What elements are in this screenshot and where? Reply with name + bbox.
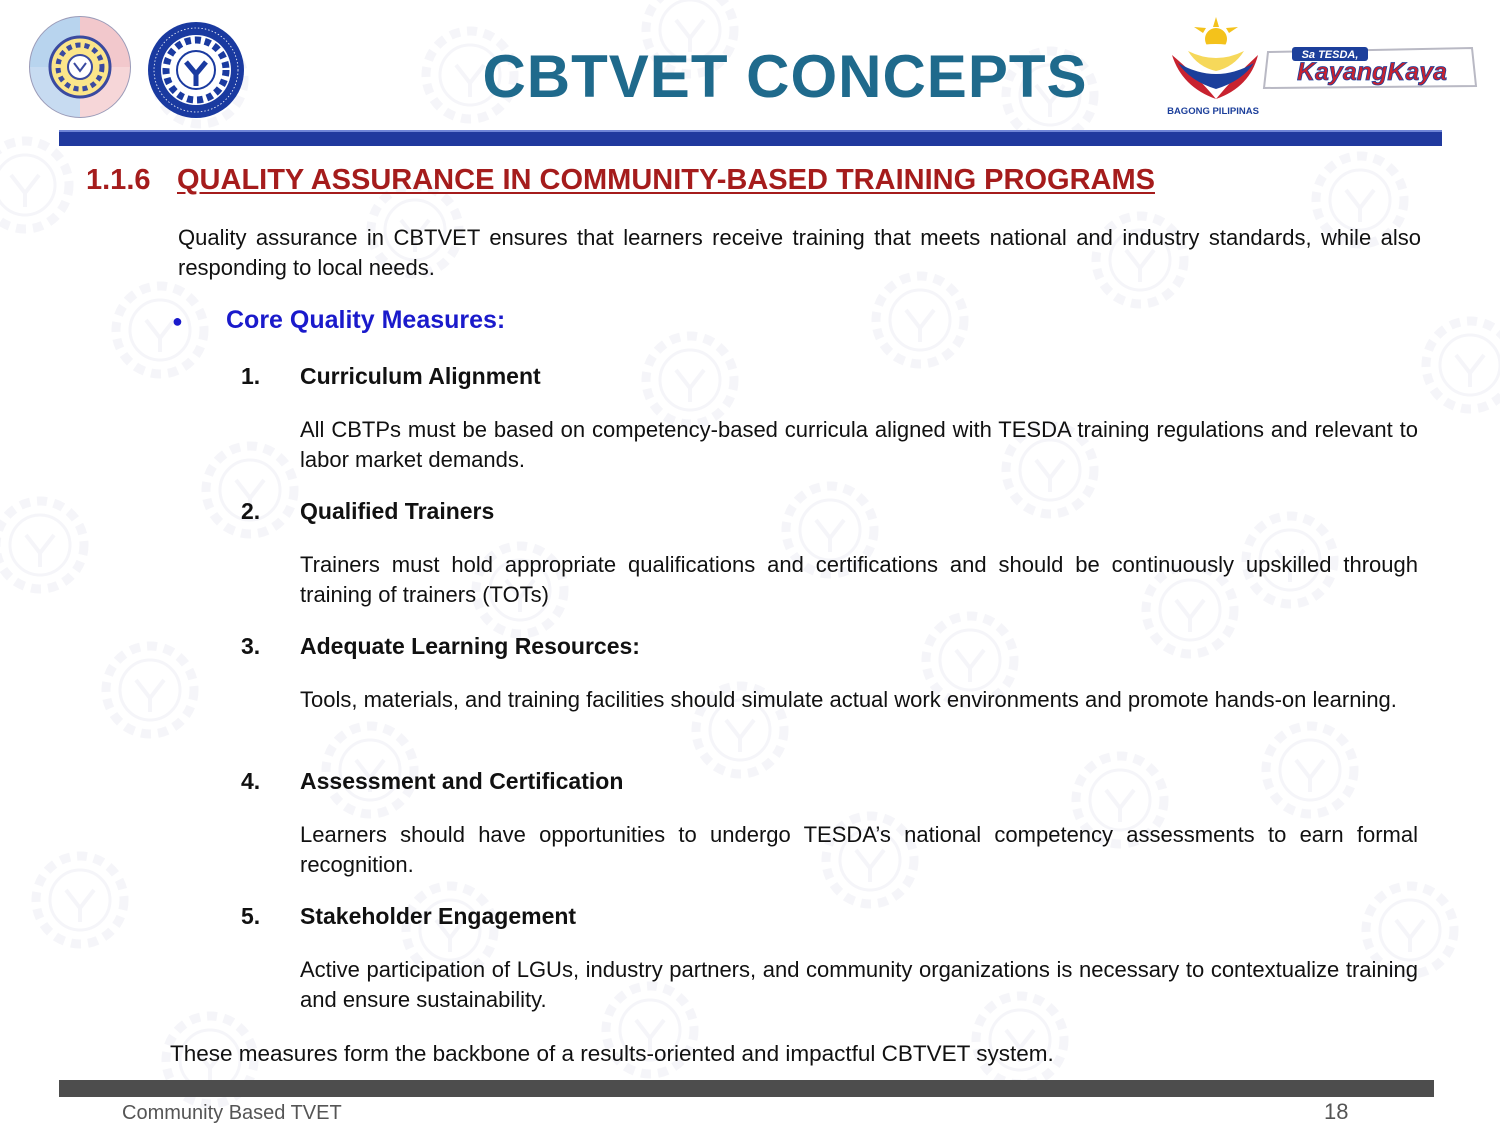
header-divider-highlight: [59, 130, 1442, 132]
item-heading-2: [241, 498, 494, 525]
item-text-1: All CBTPs must be based on competency-based curricula aligned with TESDA training regulations and relevant to labor market demands.: [300, 417, 1418, 472]
bullet-label: Core Quality Measures:: [226, 306, 506, 334]
item-number: 2.: [241, 498, 261, 524]
footer-label: Community Based TVET: [122, 1102, 342, 1124]
item-number: 1.: [241, 363, 261, 389]
item-title: Qualified Trainers: [300, 498, 495, 524]
item-title: Curriculum Alignment: [300, 363, 541, 389]
page-title: CBTVET CONCEPTS: [482, 43, 1088, 110]
header-divider-bar: [59, 130, 1442, 146]
section-title: QUALITY ASSURANCE IN COMMUNITY-BASED TRAINING PROGRAMS: [177, 164, 1155, 196]
item-title: Assessment and Certification: [300, 768, 624, 794]
item-title: Stakeholder Engagement: [300, 903, 577, 929]
section-heading: [86, 164, 1155, 197]
item-number: 5.: [241, 903, 261, 929]
core-measures-bullet: [172, 306, 505, 335]
item-text-5: Active participation of LGUs, industry partners, and community organizations is necessary to contextualize training and ensure sustainability.: [300, 957, 1418, 1012]
item-text-4: Learners should have opportunities to undergo TESDA’s national competency assessments to earn formal recognition.: [300, 822, 1418, 877]
bullet-dot-icon: ●: [172, 310, 183, 331]
item-title: Adequate Learning Resources:: [300, 633, 640, 659]
closing-statement: These measures form the backbone of a results-oriented and impactful CBTVET system.: [170, 1041, 1054, 1066]
item-text-3: Tools, materials, and training facilities should simulate actual work environments and promote hands-on learning.: [300, 687, 1397, 712]
intro-paragraph: Quality assurance in CBTVET ensures that learners receive training that meets national and industry standards, while also responding to local needs.: [178, 225, 1421, 280]
brand-tagline: BAGONG PILIPINAS: [1167, 106, 1259, 117]
section-number: 1.1.6: [86, 164, 151, 196]
slogan-big-text: KayangKaya: [1296, 58, 1448, 86]
item-heading-5: [241, 903, 576, 930]
item-text-2: Trainers must hold appropriate qualifications and certifications and should be continuously upskilled through training of trainers (TOTs): [300, 552, 1418, 607]
item-heading-4: [241, 768, 623, 795]
item-number: 3.: [241, 633, 261, 659]
slogan-small-text: Sa TESDA,: [1301, 49, 1359, 61]
item-heading-3: [241, 633, 640, 660]
item-number: 4.: [241, 768, 261, 794]
item-heading-1: [241, 363, 541, 390]
footer-divider-bar: [59, 1080, 1434, 1097]
page-number: 18: [1324, 1099, 1349, 1124]
